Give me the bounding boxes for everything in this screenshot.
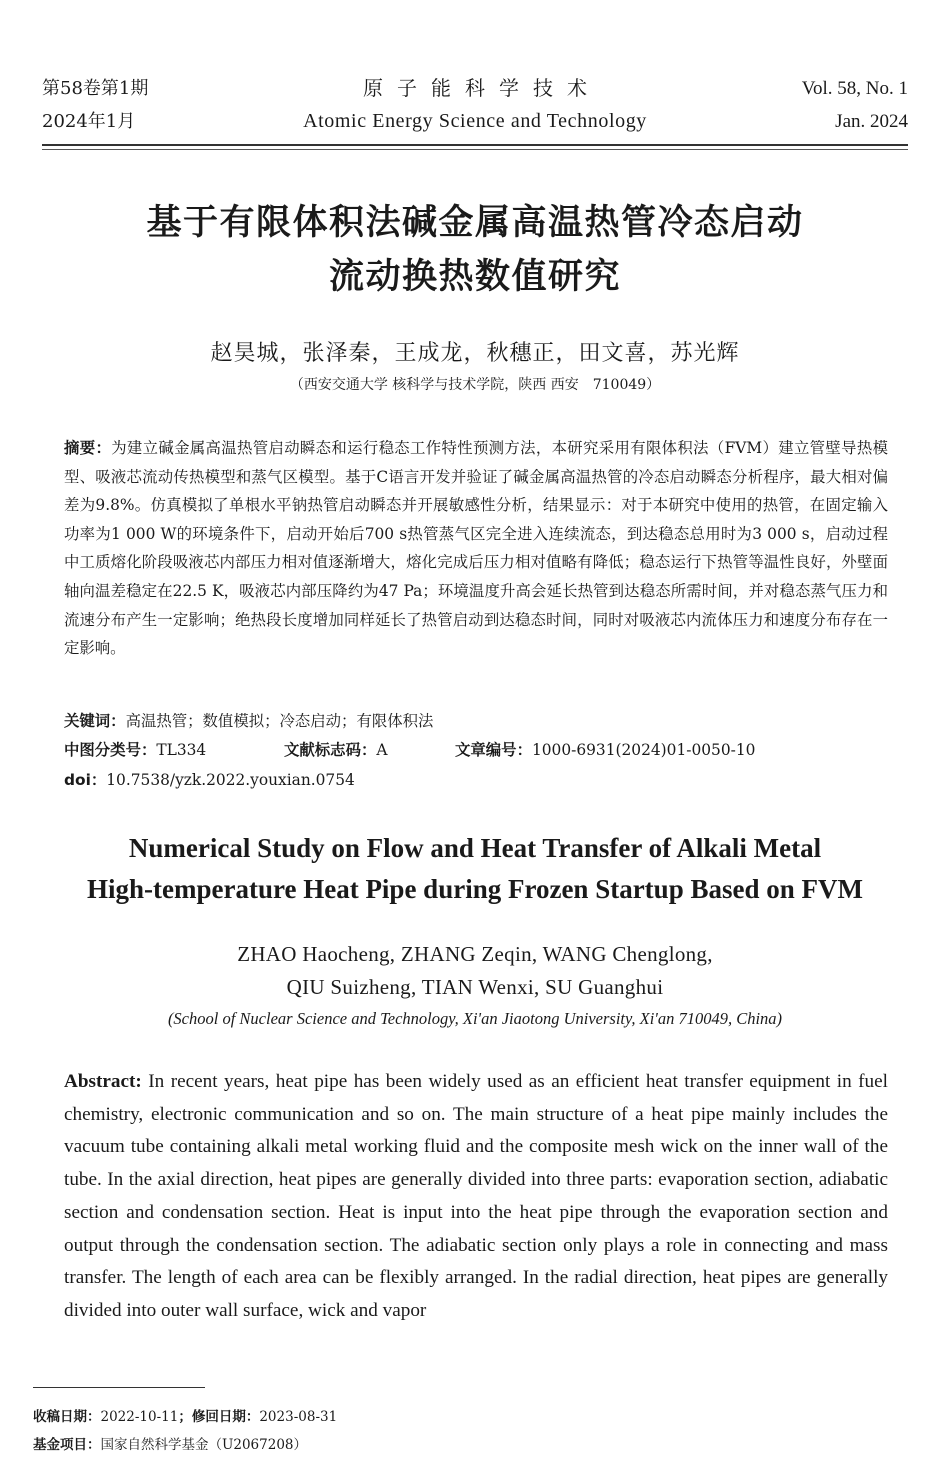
received-label: 收稿日期：	[33, 1409, 101, 1425]
abstract-cn-label: 摘要：	[64, 439, 112, 457]
revised-label: ；修回日期：	[178, 1409, 260, 1425]
classification-row	[64, 736, 888, 764]
date-en: Jan. 2024	[835, 111, 908, 132]
doi	[64, 766, 888, 794]
doi-label: doi：	[64, 771, 107, 789]
article-number-value: 1000-6931(2024)01-0050-10	[531, 741, 756, 759]
header-rule-thick	[42, 144, 908, 146]
fund-label: 基金项目：	[33, 1437, 101, 1453]
journal-name-en: Atomic Energy Science and Technology	[303, 110, 647, 132]
paper-title-cn	[40, 196, 910, 304]
authors-cn: 赵昊城，张泽秦，王成龙，秋穗正，田文喜，苏光辉	[210, 341, 740, 366]
keywords-cn	[64, 707, 888, 735]
footnote-dates	[33, 1406, 917, 1428]
doc-code-value: A	[376, 741, 388, 759]
affiliation-cn: （西安交通大学 核科学与技术学院，陕西 西安 710049）	[289, 377, 661, 393]
clc-number	[64, 736, 206, 764]
footnote-funding	[33, 1434, 917, 1456]
authors-en-line1: ZHAO Haocheng, ZHANG Zeqin, WANG Chenglong,	[237, 942, 713, 966]
authors-en	[30, 938, 920, 1004]
keywords-cn-text: 高温热管；数值模拟；冷态启动；有限体积法	[125, 712, 434, 730]
document-code	[284, 736, 387, 764]
journal-name	[42, 72, 908, 138]
footnote-rule	[33, 1387, 205, 1388]
received-date: 2022-10-11	[100, 1409, 179, 1425]
keywords-cn-label: 关键词：	[64, 712, 126, 730]
title-cn-line2: 流动换热数值研究	[328, 257, 621, 297]
volume-issue-en: Vol. 58, No. 1	[801, 78, 908, 99]
affiliation-en: (School of Nuclear Science and Technology, Xi'an Jiaotong University, Xi'an 710049, China)	[167, 1009, 783, 1028]
article-number-label: 文章编号：	[455, 741, 532, 759]
date-cn: 2024年1月	[42, 111, 136, 132]
paper-title-en	[30, 828, 920, 910]
title-cn-line1: 基于有限体积法碱金属高温热管冷态启动	[146, 203, 804, 243]
fund-value: 国家自然科学基金（U2067208）	[100, 1437, 308, 1453]
abstract-en-text: In recent years, heat pipe has been widely used as an efficient heat transfer equipment in fuel chemistry, electronic communication and so on. The main structure of a heat pipe mainly includes the vacuum tube containing alkali metal working fluid and the composite mesh wick on the inner wall of the tube. In the axial direction, heat pipes are generally divided into three parts: evaporation section, adiabatic section and condensation section. Heat is input into the heat pipe through the evaporation section and output through the condensation section. The adiabatic section only plays a role in connecting and mass transfer. The length of each area can be flexibly arranged. In the radial direction, heat pipes are generally divided into outer wall surface, wick and vapor	[64, 1071, 888, 1321]
authors-en-line2: QIU Suizheng, TIAN Wenxi, SU Guanghui	[286, 975, 664, 999]
volume-issue-cn: 第58卷第1期	[42, 78, 149, 99]
doc-code-label: 文献标志码：	[284, 741, 377, 759]
abstract-en	[64, 1066, 888, 1328]
abstract-cn	[64, 434, 888, 663]
journal-name-cn: 原子能科学技术	[363, 76, 601, 100]
doi-value[interactable]: 10.7538/yzk.2022.youxian.0754	[106, 771, 355, 789]
article-number	[455, 736, 755, 764]
abstract-en-label: Abstract:	[64, 1071, 142, 1092]
title-en-line2: High-temperature Heat Pipe during Frozen Startup Based on FVM	[87, 874, 863, 904]
issue-info-en	[802, 72, 908, 138]
title-en-line1: Numerical Study on Flow and Heat Transfer of Alkali Metal	[128, 833, 822, 863]
header-rule-thin	[42, 149, 908, 150]
clc-value: TL334	[156, 741, 207, 759]
journal-header	[42, 72, 908, 142]
revised-date: 2023-08-31	[259, 1409, 338, 1425]
clc-label: 中图分类号：	[64, 741, 157, 759]
abstract-cn-text: 为建立碱金属高温热管启动瞬态和运行稳态工作特性预测方法，本研究采用有限体积法（FVM）建立管壁导热模型、吸液芯流动传热模型和蒸气区模型。基于C语言开发并验证了碱金属高温热管的冷态启动瞬态分析程序，最大相对偏差为9.8%。仿真模拟了单根水平钠热管启动瞬态并开展敏感性分析，结果显示：对于本研究中使用的热管，在固定输入功率为1 000 W的环境条件下，启动开始后700 s热管蒸气区完全进入连续流态，到达稳态总用时为3 000 s，启动过程中工质熔化阶段吸液芯内部压力相对值逐渐增大，熔化完成后压力相对值略有降低；稳态运行下热管等温性良好，外壁面轴向温差稳定在22.5 K，吸液芯内部压降约为47 Pa；环境温度升高会延长热管到达稳态所需时间，并对稳态蒸气压力和流速分布产生一定影响；绝热段长度增加同样延长了热管启动到达稳态时间，同时对吸液芯内流体压力和速度分布存在一定影响。	[64, 439, 888, 658]
